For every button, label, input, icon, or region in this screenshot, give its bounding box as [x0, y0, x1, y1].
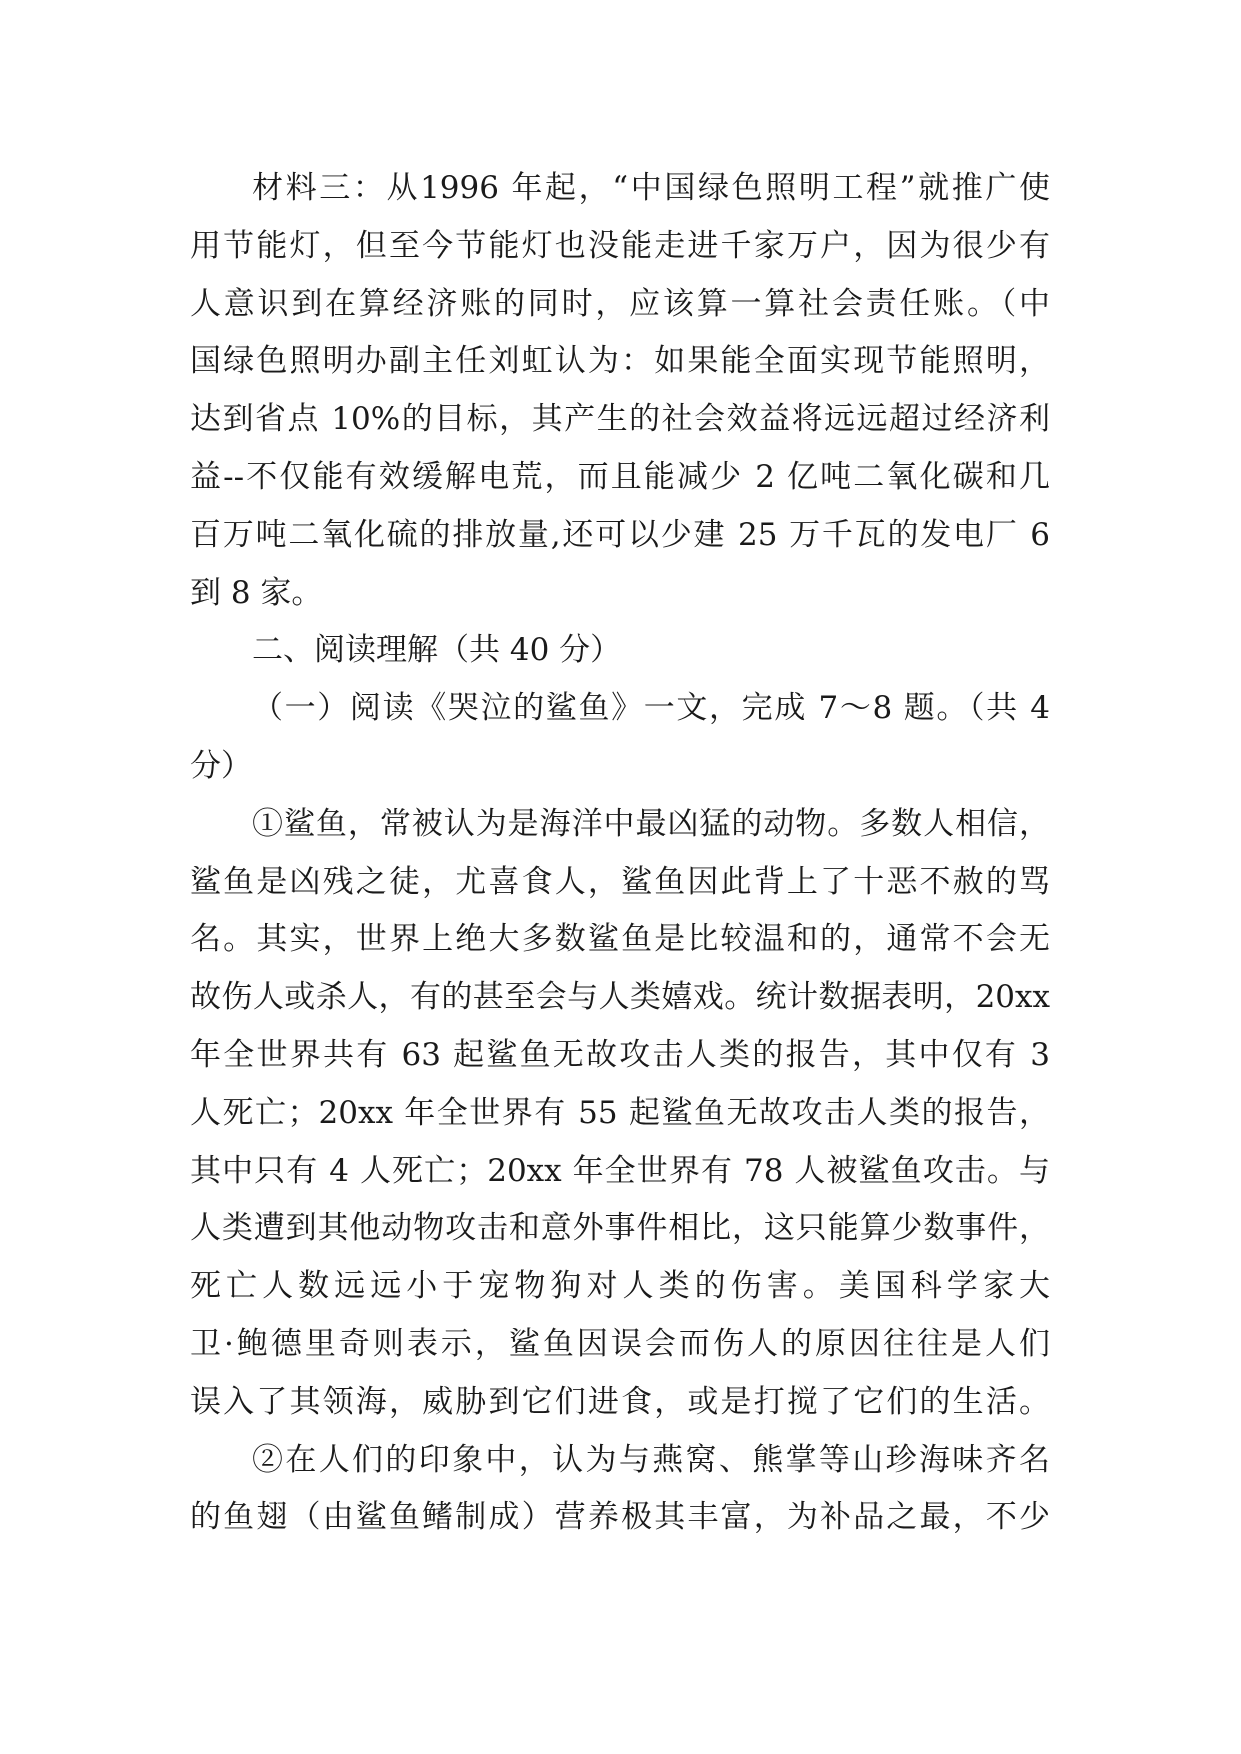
text-line: ②在人们的印象中，认为与燕窝、熊掌等山珍海味齐名: [252, 1441, 1050, 1478]
text-line: 用节能灯，但至今节能灯也没能走进千家万户，因为很少有: [190, 227, 1050, 264]
section-heading: 二、阅读理解（共 40 分）: [252, 632, 622, 669]
body-text: [190, 160, 1050, 1547]
text-line: 益--不仅能有效缓解电荒，而且能减少 2 亿吨二氧化碳和几: [190, 458, 1050, 495]
text-line: 死亡人数远远小于宠物狗对人类的伤害。美国科学家大: [190, 1268, 1050, 1305]
text-line: 百万吨二氧化硫的排放量,还可以少建 25 万千瓦的发电厂 6: [190, 516, 1050, 553]
text-line: 人死亡；20xx 年全世界有 55 起鲨鱼无故攻击人类的报告，: [190, 1094, 1050, 1131]
text-line: 人意识到在算经济账的同时，应该算一算社会责任账。（中: [190, 285, 1050, 322]
text-line: 到 8 家。: [190, 574, 323, 611]
text-line: 误入了其领海，威胁到它们进食，或是打搅了它们的生活。: [190, 1383, 1050, 1420]
subsection-heading: （一）阅读《哭泣的鲨鱼》一文，完成 7～8 题。（共 4: [252, 690, 1050, 727]
text-line: 达到省点 10%的目标，其产生的社会效益将远远超过经济利: [190, 401, 1050, 438]
text-line: 故伤人或杀人，有的甚至会与人类嬉戏。统计数据表明，20xx: [190, 979, 1050, 1016]
text-line: 卫·鲍德里奇则表示，鲨鱼因误会而伤人的原因往往是人们: [190, 1325, 1050, 1362]
text-line: 名。其实，世界上绝大多数鲨鱼是比较温和的，通常不会无: [190, 921, 1050, 958]
text-line: 其中只有 4 人死亡；20xx 年全世界有 78 人被鲨鱼攻击。与: [190, 1152, 1050, 1189]
text-line: 材料三：从1996 年起，“中国绿色照明工程”就推广使: [252, 170, 1050, 206]
text-line: 分）: [190, 747, 252, 784]
text-line: 年全世界共有 63 起鲨鱼无故攻击人类的报告，其中仅有 3: [190, 1036, 1050, 1073]
text-line: 国绿色照明办副主任刘虹认为：如果能全面实现节能照明，: [190, 343, 1050, 380]
text-line: ①鲨鱼，常被认为是海洋中最凶猛的动物。多数人相信，: [252, 805, 1050, 842]
text-line: 的鱼翅（由鲨鱼鳍制成）营养极其丰富，为补品之最，不少: [190, 1499, 1050, 1536]
text-line: 鲨鱼是凶残之徒，尤喜食人，鲨鱼因此背上了十恶不赦的骂: [190, 863, 1050, 900]
text-line: 人类遭到其他动物攻击和意外事件相比，这只能算少数事件，: [190, 1210, 1050, 1247]
